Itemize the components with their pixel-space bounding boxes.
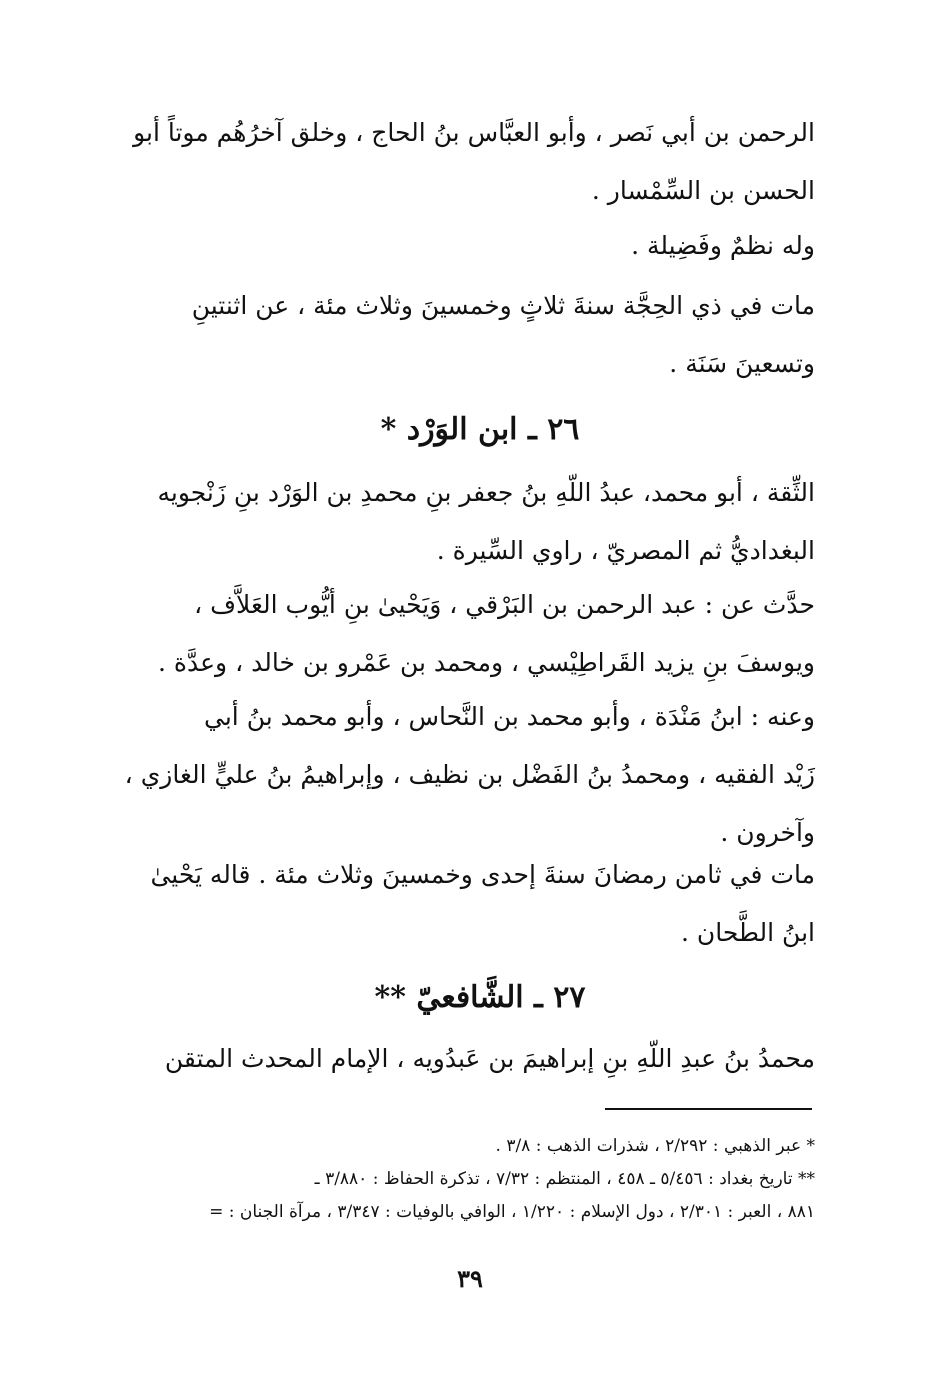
paragraph-line: زَيْد الفقيه ، ومحمدُ بنُ الفَضْل بن نظيف ، وإبراهيمُ بنُ عليٍّ الغازي ،	[124, 760, 815, 789]
paragraph-line: مات في ذي الحِجَّة سنةَ ثلاثٍ وخمسينَ وثلاث مئة ، عن اثنتينِ	[191, 291, 815, 320]
paragraph-6	[124, 688, 815, 862]
paragraph-line: الرحمن بن أبي نَصر ، وأبو العبَّاس بنُ الحاج ، وخلق آخرُهُم موتاً أبو	[133, 118, 815, 147]
paragraph-3	[145, 277, 815, 393]
footnote-line: ٨٨١ ، العبر : ٢/٣٠١ ، دول الإسلام : ١/٢٢٠ ، الوافي بالوفيات : ٣/٣٤٧ ، مرآة الجنان : =	[209, 1202, 815, 1222]
paragraph-line: مات في ثامن رمضانَ سنةَ إحدى وخمسينَ وثلاث مئة . قاله يَحْيىٰ	[150, 860, 815, 889]
paragraph-line: الحسن بن السِّمْسار .	[591, 176, 815, 205]
paragraph-1	[133, 104, 815, 220]
paragraph-line: وعنه : ابنُ مَنْدَة ، وأبو محمد بن النَّحاس ، وأبو محمد بنُ أبي	[204, 702, 815, 731]
paragraph-line: الثِّقة ، أبو محمد، عبدُ اللّهِ بنُ جعفر بنِ محمدِ بن الوَرْد بنِ زَنْجويه	[157, 478, 815, 507]
paragraph-line: البغداديُّ ثم المصريّ ، راوي السِّيرة .	[436, 536, 815, 565]
paragraph-line: وآخرون .	[720, 818, 815, 847]
page-number: ٣٩	[457, 1264, 483, 1293]
footnote-line: ** تاريخ بغداد : ٥/٤٥٦ ـ ٤٥٨ ، المنتظم : ٧/٣٢ ، تذكرة الحفاظ : ٣/٨٨٠ ـ	[314, 1169, 815, 1189]
paragraph-2	[145, 217, 815, 275]
footnote-separator	[605, 1108, 812, 1110]
footnote-line: * عبر الذهبي : ٢/٢٩٢ ، شذرات الذهب : ٣/٨ .	[495, 1136, 815, 1156]
paragraph-7	[145, 846, 815, 962]
paragraph-line: وله نظمٌ وفَضِيلة .	[631, 231, 815, 260]
footnotes	[140, 1130, 815, 1229]
paragraph-line: ابنُ الطَّحان .	[681, 918, 815, 947]
paragraph-8	[145, 1030, 815, 1088]
paragraph-4	[145, 464, 815, 580]
paragraph-line: حدَّث عن : عبد الرحمن بن البَرْقي ، وَيَحْيىٰ بنِ أيُّوب العَلاَّف ،	[194, 590, 815, 619]
entry-heading-27: ٢٧ ـ الشَّافعيّ **	[374, 980, 586, 1015]
paragraph-line: وتسعينَ سَنَة .	[669, 349, 815, 378]
paragraph-line: ويوسفَ بنِ يزيد القَراطِيْسي ، ومحمد بن عَمْرو بن خالد ، وعدَّة .	[158, 648, 815, 677]
paragraph-line: محمدُ بنُ عبدِ اللّهِ بنِ إبراهيمَ بن عَبدُويه ، الإمام المحدث المتقن	[164, 1044, 815, 1073]
paragraph-5	[145, 576, 815, 692]
entry-heading-26: ٢٦ ـ ابن الوَرْد *	[380, 412, 580, 447]
